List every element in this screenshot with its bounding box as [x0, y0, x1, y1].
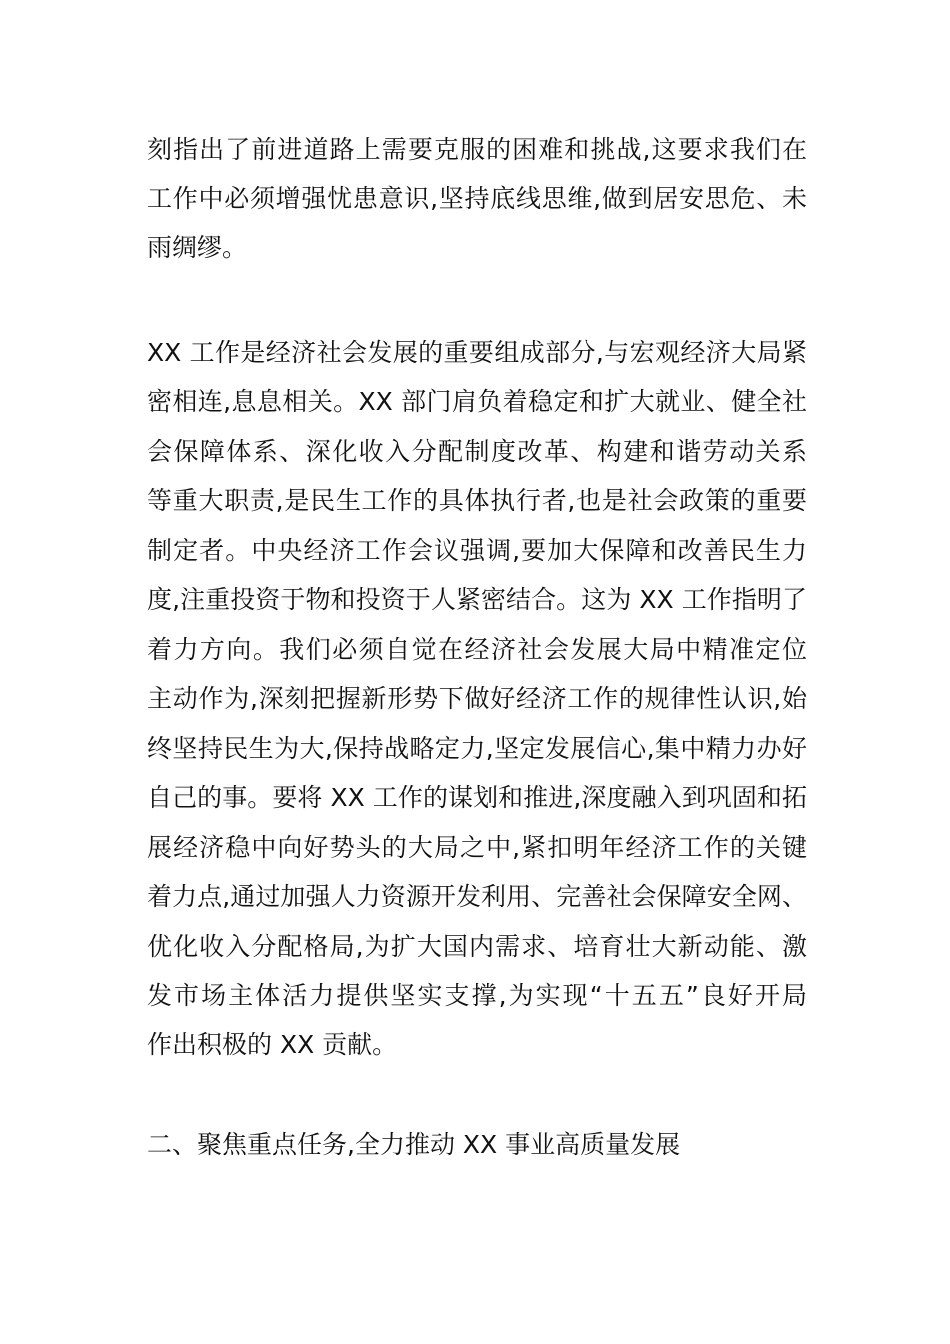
text-line: 自己的事。要将 XX 工作的谋划和推进,深度融入到巩固和拓: [147, 783, 807, 812]
text-line: 工作中必须增强忧患意识,坚持底线思维,做到居安思危、未: [147, 184, 807, 213]
text-line: 制定者。中央经济工作会议强调,要加大保障和改善民生力: [147, 536, 807, 565]
text-line: 终坚持民生为大,保持战略定力,坚定发展信心,集中精力办好: [147, 734, 807, 763]
text-line: 会保障体系、深化收入分配制度改革、构建和谐劳动关系: [147, 437, 807, 466]
text-line: XX 工作是经济社会发展的重要组成部分,与宏观经济大局紧: [147, 338, 807, 367]
text-line: 刻指出了前进道路上需要克服的困难和挑战,这要求我们在: [147, 135, 807, 164]
text-line: 发市场主体活力提供坚实支撑,为实现“十五五”良好开局: [147, 981, 807, 1010]
text-line: 着力方向。我们必须自觉在经济社会发展大局中精准定位: [147, 635, 807, 664]
text-line: 优化收入分配格局,为扩大国内需求、培育壮大新动能、激: [147, 932, 807, 961]
text-line: 等重大职责,是民生工作的具体执行者,也是社会政策的重要: [147, 486, 807, 515]
text-line: 作出积极的 XX 贡献。: [147, 1030, 398, 1059]
text-line: 主动作为,深刻把握新形势下做好经济工作的规律性认识,始: [147, 684, 807, 713]
text-line: 度,注重投资于物和投资于人紧密结合。这为 XX 工作指明了: [147, 585, 807, 614]
text-line: 着力点,通过加强人力资源开发利用、完善社会保障安全网、: [147, 882, 807, 911]
text-line: 展经济稳中向好势头的大局之中,紧扣明年经济工作的关键: [147, 833, 807, 862]
text-line: 雨绸缪。: [147, 233, 248, 262]
section-heading: 二、聚焦重点任务,全力推动 XX 事业高质量发展: [147, 1130, 681, 1159]
text-line: 密相连,息息相关。XX 部门肩负着稳定和扩大就业、健全社: [147, 387, 807, 416]
